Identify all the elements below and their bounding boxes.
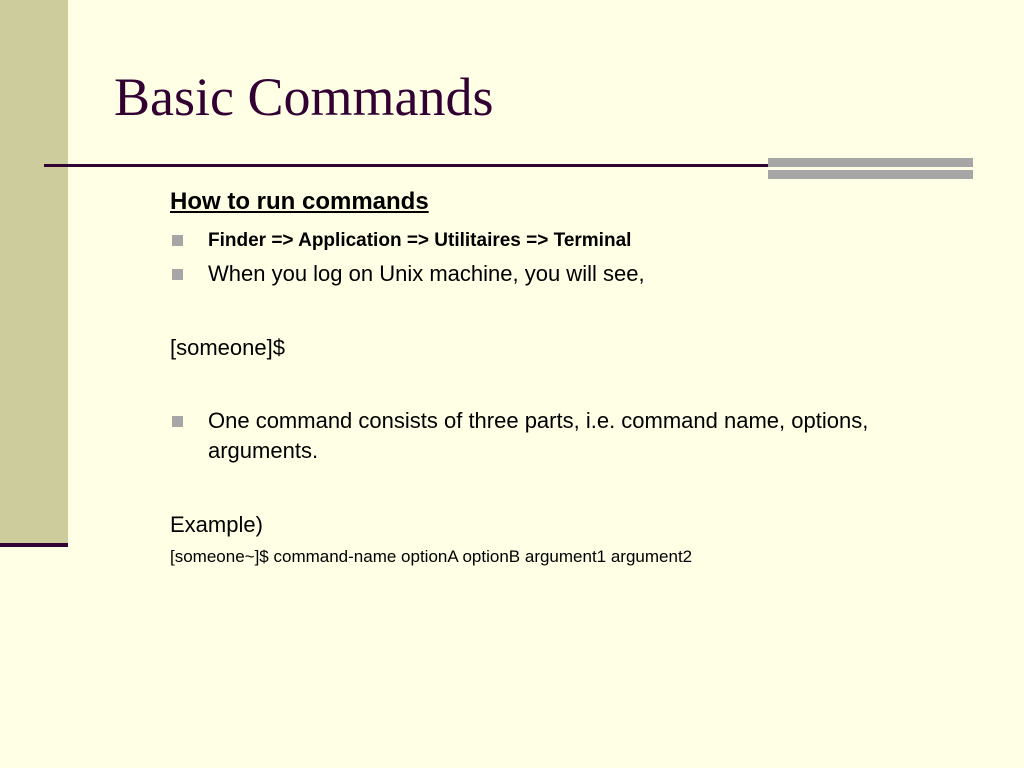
square-bullet-icon	[172, 235, 183, 246]
example-label: Example)	[170, 512, 263, 537]
left-decorative-bar	[0, 0, 68, 545]
title-divider	[44, 164, 770, 167]
prompt-example: [someone]$	[170, 335, 285, 360]
slide-title: Basic Commands	[114, 67, 494, 127]
accent-bar-top	[768, 158, 973, 167]
example-command: [someone~]$ command-name optionA optionB argument1 argument2	[170, 547, 693, 566]
bullet-text: When you log on Unix machine, you will see,	[208, 261, 645, 286]
left-bar-underline	[0, 543, 68, 547]
square-bullet-icon	[172, 416, 183, 427]
bullet-text: One command consists of three parts, i.e. command name, options, arguments.	[208, 408, 869, 463]
accent-bar-bottom	[768, 170, 973, 179]
square-bullet-icon	[172, 269, 183, 280]
bullet-text: Finder => Application => Utilitaires => Terminal	[208, 230, 632, 251]
section-subheading: How to run commands	[170, 188, 429, 215]
